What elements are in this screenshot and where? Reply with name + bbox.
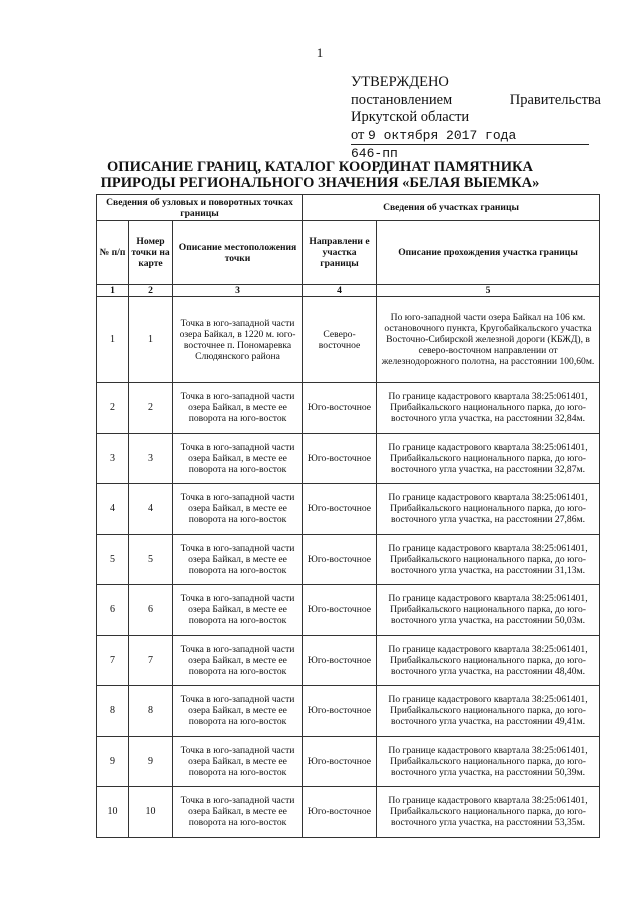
table-row bbox=[97, 787, 600, 838]
row-point: 9 bbox=[129, 736, 173, 787]
row-description: По юго-западной части озера Байкал на 106 км. остановочного пункта, Кругобайкальского участка Восточно-Сибирской железной дороги (КБЖД), в северо-восточном направлении от железнодорожного полотна, на расстоянии 100,60м. bbox=[377, 297, 600, 383]
boundary-table bbox=[96, 194, 600, 838]
row-index: 3 bbox=[97, 433, 129, 484]
title-line-2: ПРИРОДЫ РЕГИОНАЛЬНОГО ЗНАЧЕНИЯ «БЕЛАЯ ВЫЕМКА» bbox=[100, 175, 540, 191]
table-row bbox=[97, 686, 600, 737]
row-index: 7 bbox=[97, 635, 129, 686]
row-direction: Юго-восточное bbox=[303, 686, 377, 737]
row-location: Точка в юго-западной части озера Байкал, в месте ее поворота на юго-восток bbox=[173, 534, 303, 585]
table-row bbox=[97, 534, 600, 585]
header-index: № п/п bbox=[97, 221, 129, 285]
col-number-3: 3 bbox=[173, 285, 303, 297]
row-point: 10 bbox=[129, 787, 173, 838]
page-number: 1 bbox=[316, 45, 324, 60]
col-number-5: 5 bbox=[377, 285, 600, 297]
row-location: Точка в юго-западной части озера Байкал, в месте ее поворота на юго-восток bbox=[173, 736, 303, 787]
row-point: 7 bbox=[129, 635, 173, 686]
header-location: Описание местоположения точки bbox=[173, 221, 303, 285]
row-direction: Юго-восточное bbox=[303, 484, 377, 535]
row-description: По границе кадастрового квартала 38:25:061401, Прибайкальского национального парка, до юго-восточного угла участка, на расстоянии 31,13м. bbox=[377, 534, 600, 585]
table-row bbox=[97, 297, 600, 383]
row-direction: Юго-восточное bbox=[303, 736, 377, 787]
row-point: 5 bbox=[129, 534, 173, 585]
approval-block bbox=[351, 74, 601, 163]
points-group-header: Сведения об узловых и поворотных точках границы bbox=[97, 195, 303, 221]
approval-line-2 bbox=[351, 92, 601, 110]
row-index: 8 bbox=[97, 686, 129, 737]
row-direction: Северо-восточное bbox=[303, 297, 377, 383]
row-point: 6 bbox=[129, 585, 173, 636]
row-point: 2 bbox=[129, 383, 173, 434]
row-location: Точка в юго-западной части озера Байкал, в месте ее поворота на юго-восток bbox=[173, 686, 303, 737]
title-line-1: ОПИСАНИЕ ГРАНИЦ, КАТАЛОГ КООРДИНАТ ПАМЯТНИКА bbox=[107, 159, 533, 175]
row-point: 8 bbox=[129, 686, 173, 737]
approval-date-line bbox=[351, 127, 589, 146]
col-number-4: 4 bbox=[303, 285, 377, 297]
row-description: По границе кадастрового квартала 38:25:061401, Прибайкальского национального парка, до юго-восточного угла участка, на расстоянии 32,84м. bbox=[377, 383, 600, 434]
row-index: 1 bbox=[97, 297, 129, 383]
government-label: Правительства bbox=[509, 91, 601, 108]
header-point-number: Номер точки на карте bbox=[129, 221, 173, 285]
row-description: По границе кадастрового квартала 38:25:061401, Прибайкальского национального парка, до юго-восточного угла участка, на расстоянии 50,03м. bbox=[377, 585, 600, 636]
row-point: 4 bbox=[129, 484, 173, 535]
sections-group-header: Сведения об участках границы bbox=[303, 195, 600, 221]
row-location: Точка в юго-западной части озера Байкал, в месте ее поворота на юго-восток bbox=[173, 585, 303, 636]
row-index: 5 bbox=[97, 534, 129, 585]
row-index: 4 bbox=[97, 484, 129, 535]
row-direction: Юго-восточное bbox=[303, 383, 377, 434]
row-location: Точка в юго-западной части озера Байкал, в 1220 м. юго-восточнее п. Пономаревка Слюдянского района bbox=[173, 297, 303, 383]
resolution-label: постановлением bbox=[351, 91, 453, 108]
table-row bbox=[97, 484, 600, 535]
row-index: 10 bbox=[97, 787, 129, 838]
table-row bbox=[97, 635, 600, 686]
from-label: от bbox=[351, 126, 365, 143]
row-location: Точка в юго-западной части озера Байкал, в месте ее поворота на юго-восток bbox=[173, 635, 303, 686]
row-description: По границе кадастрового квартала 38:25:061401, Прибайкальского национального парка, до юго-восточного угла участка, на расстоянии 48,40м. bbox=[377, 635, 600, 686]
row-description: По границе кадастрового квартала 38:25:061401, Прибайкальского национального парка, до юго-восточного угла участка, на расстоянии 49,41м. bbox=[377, 686, 600, 737]
row-direction: Юго-восточное bbox=[303, 433, 377, 484]
approval-number: 646-пп bbox=[351, 146, 398, 161]
table-row bbox=[97, 585, 600, 636]
row-description: По границе кадастрового квартала 38:25:061401, Прибайкальского национального парка, до юго-восточного угла участка, на расстоянии 50,39м. bbox=[377, 736, 600, 787]
row-location: Точка в юго-западной части озера Байкал, в месте ее поворота на юго-восток bbox=[173, 484, 303, 535]
row-point: 1 bbox=[129, 297, 173, 383]
header-direction: Направлени е участка границы bbox=[303, 221, 377, 285]
row-location: Точка в юго-западной части озера Байкал, в месте ее поворота на юго-восток bbox=[173, 787, 303, 838]
row-location: Точка в юго-западной части озера Байкал, в месте ее поворота на юго-восток bbox=[173, 433, 303, 484]
row-direction: Юго-восточное bbox=[303, 635, 377, 686]
document-title bbox=[0, 159, 640, 191]
row-index: 2 bbox=[97, 383, 129, 434]
col-number-2: 2 bbox=[129, 285, 173, 297]
row-direction: Юго-восточное bbox=[303, 787, 377, 838]
region-label: Иркутской области bbox=[351, 109, 470, 125]
row-direction: Юго-восточное bbox=[303, 585, 377, 636]
approved-label: УТВЕРЖДЕНО bbox=[351, 74, 449, 90]
row-description: По границе кадастрового квартала 38:25:061401, Прибайкальского национального парка, до юго-восточного угла участка, на расстоянии 32,87м. bbox=[377, 433, 600, 484]
row-direction: Юго-восточное bbox=[303, 534, 377, 585]
table-row bbox=[97, 433, 600, 484]
row-point: 3 bbox=[129, 433, 173, 484]
row-description: По границе кадастрового квартала 38:25:061401, Прибайкальского национального парка, до юго-восточного угла участка, на расстоянии 27,86м. bbox=[377, 484, 600, 535]
row-location: Точка в юго-западной части озера Байкал, в месте ее поворота на юго-восток bbox=[173, 383, 303, 434]
row-description: По границе кадастрового квартала 38:25:061401, Прибайкальского национального парка, до юго-восточного угла участка, на расстоянии 53,35м. bbox=[377, 787, 600, 838]
table-row bbox=[97, 383, 600, 434]
row-index: 9 bbox=[97, 736, 129, 787]
approval-date: 9 октября 2017 года bbox=[368, 127, 517, 143]
table-row bbox=[97, 736, 600, 787]
header-description: Описание прохождения участка границы bbox=[377, 221, 600, 285]
row-index: 6 bbox=[97, 585, 129, 636]
col-number-1: 1 bbox=[97, 285, 129, 297]
